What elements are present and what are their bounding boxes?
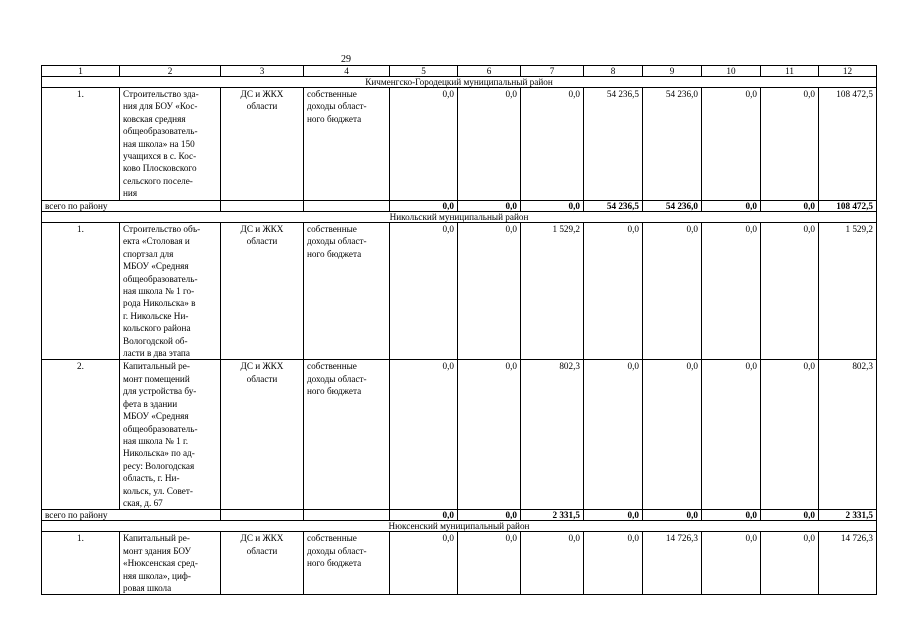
value-cell: 0,0 xyxy=(643,360,702,510)
value-cell: 802,3 xyxy=(819,360,877,510)
object-name: Капитальный ре- монт здания БОУ «Нюксенская сред- няя школа», циф- ровая школа xyxy=(120,532,221,595)
total-value: 2 331,5 xyxy=(521,510,584,521)
column-header: 1 xyxy=(42,66,120,77)
funding-source: собственные доходы област- ного бюджета xyxy=(304,532,390,595)
value-cell: 0,0 xyxy=(390,532,458,595)
total-value: 108 472,5 xyxy=(819,201,877,212)
column-header: 5 xyxy=(390,66,458,77)
empty-cell xyxy=(304,510,390,521)
column-header: 11 xyxy=(761,66,819,77)
object-name: Строительство зда- ния для БОУ «Кос- ковская средняя общеобразователь- ная школа» на 150 учащихся в с. Кос- ково Плосковского сельского поселе- ния xyxy=(120,88,221,201)
value-cell: 0,0 xyxy=(521,532,584,595)
district-header-row xyxy=(42,77,877,88)
funding-source: собственные доходы област- ного бюджета xyxy=(304,88,390,201)
value-cell: 0,0 xyxy=(584,532,643,595)
empty-cell xyxy=(221,510,304,521)
value-cell: 0,0 xyxy=(584,360,643,510)
district-total-row xyxy=(42,510,877,521)
value-cell: 0,0 xyxy=(458,88,521,201)
value-cell: 0,0 xyxy=(702,532,761,595)
column-header: 7 xyxy=(521,66,584,77)
total-label: всего по району xyxy=(42,510,221,521)
total-value: 0,0 xyxy=(761,510,819,521)
column-header: 8 xyxy=(584,66,643,77)
value-cell: 14 726,3 xyxy=(819,532,877,595)
column-header: 2 xyxy=(120,66,221,77)
value-cell: 14 726,3 xyxy=(643,532,702,595)
district-header-row xyxy=(42,212,877,223)
table-row xyxy=(42,223,877,360)
value-cell: 0,0 xyxy=(390,223,458,360)
value-cell: 54 236,0 xyxy=(643,88,702,201)
value-cell: 0,0 xyxy=(761,360,819,510)
value-cell: 0,0 xyxy=(390,88,458,201)
value-cell: 1 529,2 xyxy=(819,223,877,360)
value-cell: 802,3 xyxy=(521,360,584,510)
total-label: всего по району xyxy=(42,201,221,212)
total-value: 0,0 xyxy=(702,510,761,521)
district-header-row xyxy=(42,521,877,532)
value-cell: 0,0 xyxy=(702,223,761,360)
total-value: 0,0 xyxy=(390,510,458,521)
value-cell: 0,0 xyxy=(702,88,761,201)
responsible-department: ДС и ЖКХ области xyxy=(221,360,304,510)
empty-cell xyxy=(304,201,390,212)
value-cell: 0,0 xyxy=(521,88,584,201)
row-number: 1. xyxy=(42,223,120,360)
total-value: 0,0 xyxy=(761,201,819,212)
total-value: 0,0 xyxy=(643,510,702,521)
value-cell: 0,0 xyxy=(761,88,819,201)
row-number: 1. xyxy=(42,532,120,595)
empty-cell xyxy=(221,201,304,212)
column-header: 12 xyxy=(819,66,877,77)
total-value: 54 236,5 xyxy=(584,201,643,212)
funding-source: собственные доходы област- ного бюджета xyxy=(304,223,390,360)
total-value: 2 331,5 xyxy=(819,510,877,521)
table-row xyxy=(42,360,877,510)
object-name: Строительство объ- екта «Столовая и спортзал для МБОУ «Средняя общеобразователь- ная школа № 1 го- рода Никольска» в г. Никольске Ни- кольского района Вологодской об- ласти в два этапа xyxy=(120,223,221,360)
column-header: 4 xyxy=(304,66,390,77)
district-name: Никольский муниципальный район xyxy=(42,212,877,223)
total-value: 0,0 xyxy=(458,510,521,521)
value-cell: 0,0 xyxy=(702,360,761,510)
value-cell: 0,0 xyxy=(761,223,819,360)
district-name: Кичменгско-Городецкий муниципальный район xyxy=(42,77,877,88)
district-name: Нюксенский муниципальный район xyxy=(42,521,877,532)
column-header: 9 xyxy=(643,66,702,77)
column-header: 3 xyxy=(221,66,304,77)
value-cell: 0,0 xyxy=(390,360,458,510)
value-cell: 0,0 xyxy=(458,360,521,510)
row-number: 1. xyxy=(42,88,120,201)
value-cell: 0,0 xyxy=(458,532,521,595)
column-header: 10 xyxy=(702,66,761,77)
column-header: 6 xyxy=(458,66,521,77)
object-name: Капитальный ре- монт помещений для устройства бу- фета в здании МБОУ «Средняя общеобразователь- ная школа № 1 г. Никольска» по ад- ресу: Вологодская область, г. Ни- кольск, ул. Совет- ская, д. 67 xyxy=(120,360,221,510)
total-value: 0,0 xyxy=(458,201,521,212)
total-value: 0,0 xyxy=(390,201,458,212)
value-cell: 1 529,2 xyxy=(521,223,584,360)
responsible-department: ДС и ЖКХ области xyxy=(221,88,304,201)
table-row xyxy=(42,532,877,595)
total-value: 54 236,0 xyxy=(643,201,702,212)
responsible-department: ДС и ЖКХ области xyxy=(221,223,304,360)
total-value: 0,0 xyxy=(521,201,584,212)
total-value: 0,0 xyxy=(702,201,761,212)
funding-source: собственные доходы област- ного бюджета xyxy=(304,360,390,510)
total-value: 0,0 xyxy=(584,510,643,521)
budget-table xyxy=(41,65,877,595)
value-cell: 54 236,5 xyxy=(584,88,643,201)
row-number: 2. xyxy=(42,360,120,510)
value-cell: 108 472,5 xyxy=(819,88,877,201)
table-row xyxy=(42,88,877,201)
column-header-row xyxy=(42,66,877,77)
district-total-row xyxy=(42,201,877,212)
value-cell: 0,0 xyxy=(643,223,702,360)
value-cell: 0,0 xyxy=(584,223,643,360)
value-cell: 0,0 xyxy=(458,223,521,360)
responsible-department: ДС и ЖКХ области xyxy=(221,532,304,595)
value-cell: 0,0 xyxy=(761,532,819,595)
page-number: 29 xyxy=(341,54,351,65)
